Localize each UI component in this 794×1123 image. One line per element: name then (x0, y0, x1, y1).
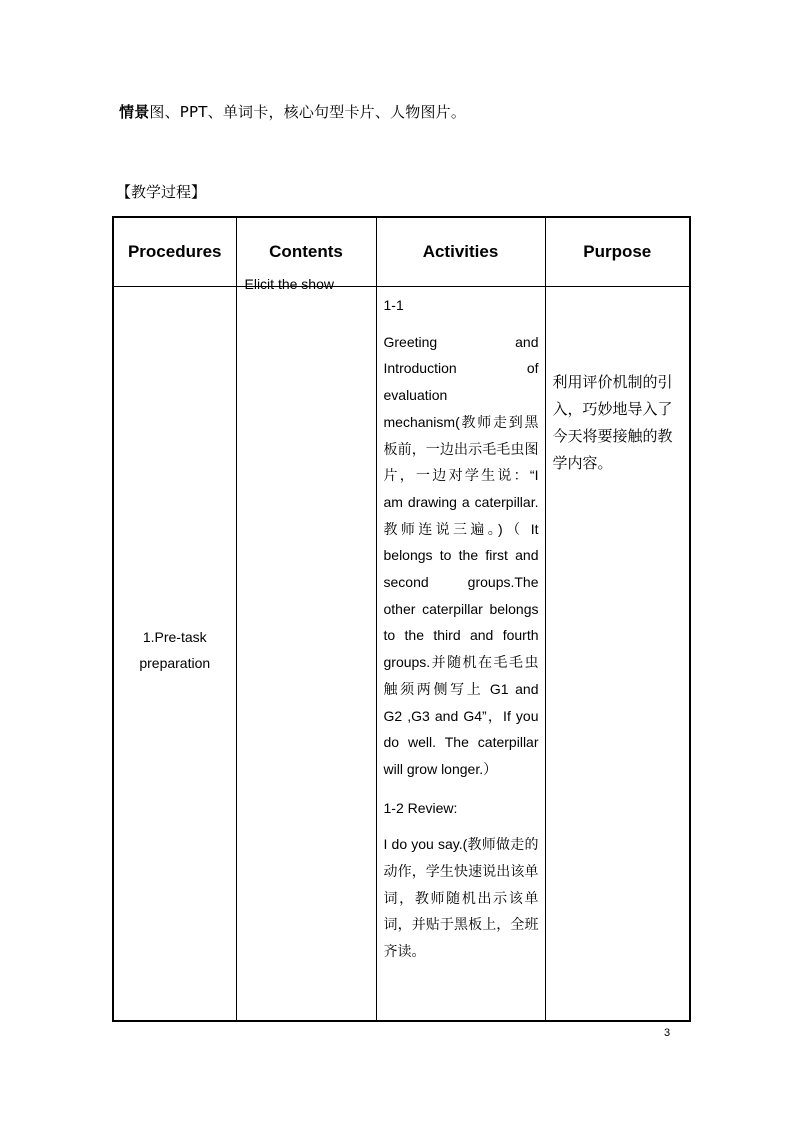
contents-cell (236, 275, 376, 1022)
lesson-table (112, 216, 691, 1022)
table-row (113, 287, 690, 1022)
activity-step2-label: 1-2 Review: (383, 799, 458, 816)
activity-step1-text: Greeting and Introduction of evaluation mechanism(教师走到黑板前，一边出示毛毛虫图片，一边对学生说：“I am drawing a caterpillar.教师连说三遍。)（ It belongs to the first and second groups.The other caterpillar belongs to the third and fourth groups.并随机在毛毛虫触须两侧写上 G1 and G2 ,G3 and G4”，If you do well. The caterpillar will grow longer.） (383, 333, 539, 777)
header-procedures: Procedures (113, 217, 236, 287)
header-contents: Contents (236, 217, 376, 287)
procedure-text: 1.Pre-task preparation (139, 628, 211, 671)
materials-text: 图、PPT、单词卡，核心句型卡片、人物图片。 (149, 103, 467, 121)
page-number: 3 (664, 1027, 671, 1039)
section-heading: 【教学过程】 (116, 183, 207, 201)
activity-step2-text: I do you say.(教师做走的动作，学生快速说出该单词，教师随机出示该单词，并贴于黑板上，全班齐读。 (383, 836, 539, 960)
procedure-cell (113, 287, 236, 1022)
activity-step1-label: 1-1 (383, 297, 404, 313)
table-header-row (113, 217, 690, 287)
activities-cell (376, 287, 545, 1022)
header-purpose: Purpose (545, 217, 690, 287)
materials-bold: 情景 (119, 103, 150, 121)
purpose-text: 利用评价机制的引入，巧妙地导入了今天将要接触的教学内容。 (552, 373, 673, 472)
contents-text: Elicit the show (244, 275, 334, 292)
header-activities: Activities (376, 217, 545, 287)
purpose-cell (545, 287, 690, 1022)
materials-line (119, 101, 466, 122)
